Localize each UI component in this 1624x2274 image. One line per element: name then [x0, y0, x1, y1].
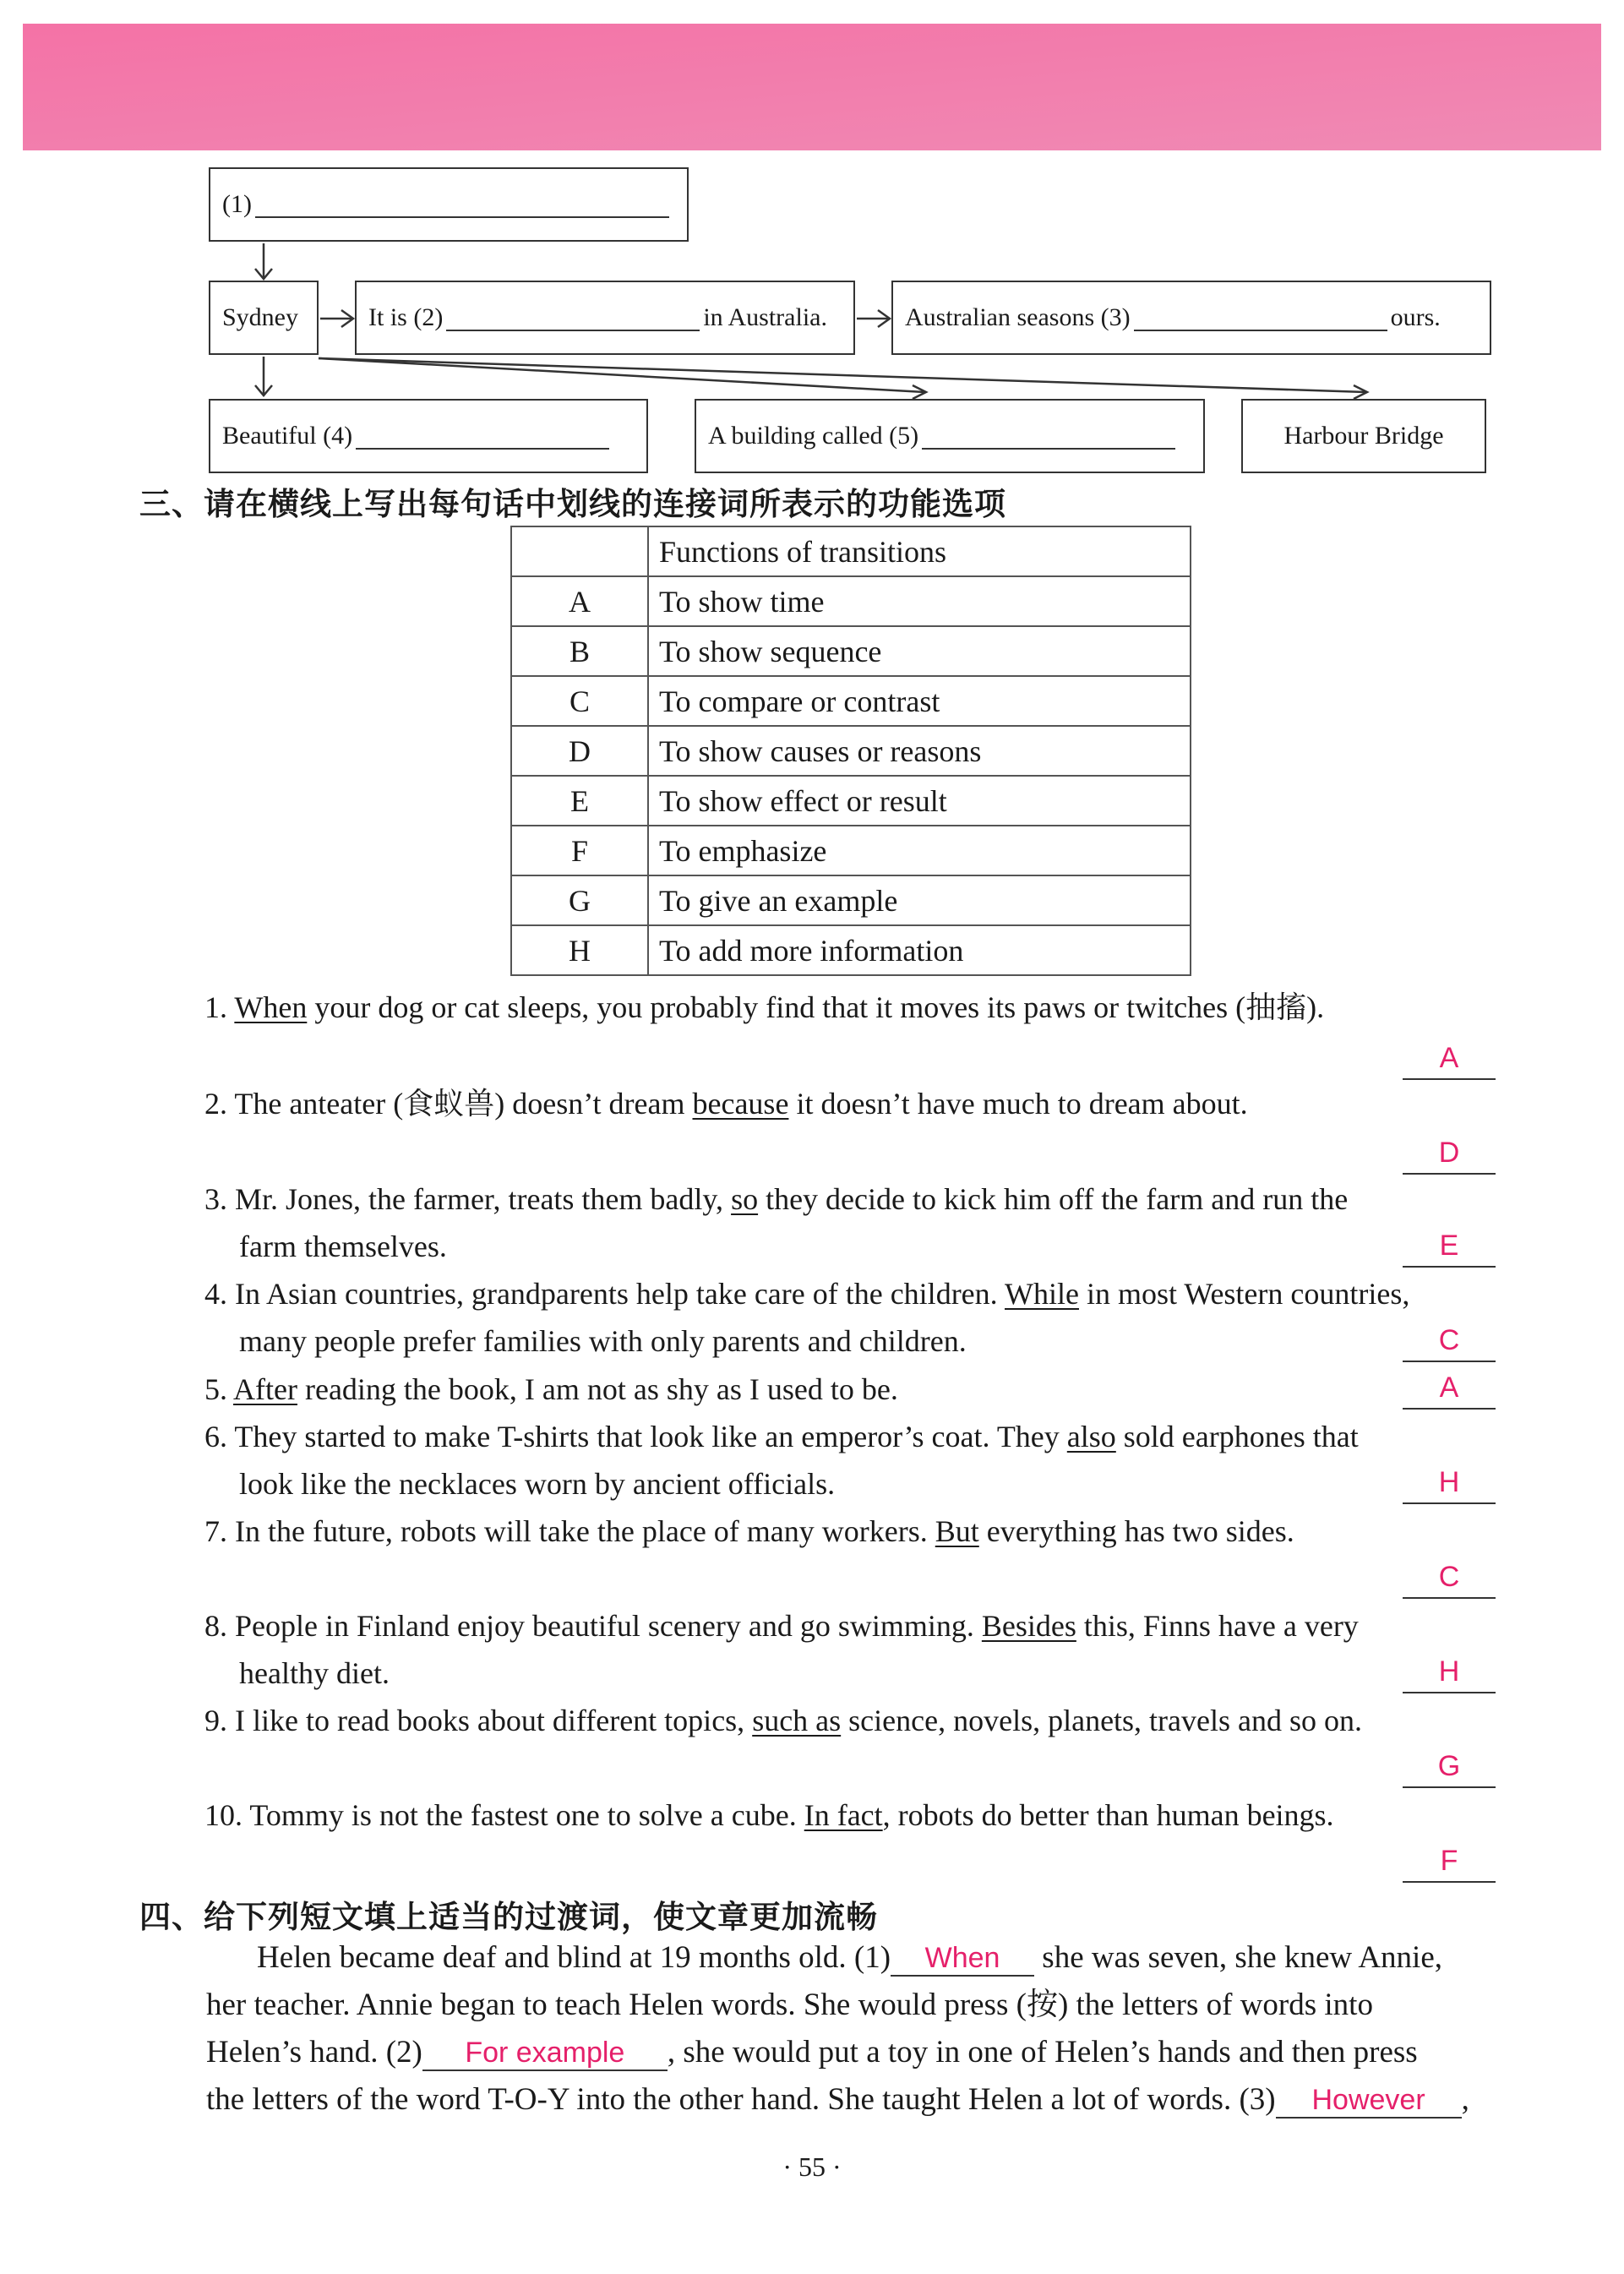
- transition-word: When: [234, 990, 308, 1024]
- diagram-box-harbour: Harbour Bridge: [1241, 399, 1486, 473]
- table-row: G To give an example: [511, 875, 1191, 925]
- fill-blank-3: However: [1276, 2083, 1462, 2119]
- diagram-box-sydney: Sydney: [209, 281, 319, 355]
- answer-7: C: [1403, 1560, 1496, 1599]
- diagram-box-seasons: Australian seasons (3) ours.: [891, 281, 1491, 355]
- answer-3: E: [1403, 1229, 1496, 1268]
- transition-word: After: [233, 1372, 297, 1406]
- question-2: 2. The anteater (食蚁兽) doesn’t dream because it doesn’t have much to dream about.: [204, 1087, 1248, 1121]
- diagram-arrows: [0, 0, 1624, 507]
- answer-1: A: [1403, 1041, 1496, 1080]
- answer-8: H: [1403, 1655, 1496, 1693]
- transition-word: But: [935, 1514, 979, 1548]
- answer-9: G: [1403, 1749, 1496, 1788]
- passage-line-2: her teacher. Annie began to teach Helen words. She would press (按) the letters of words into: [206, 1988, 1373, 2022]
- table-row: F To emphasize: [511, 826, 1191, 875]
- fill-blank-1: When: [891, 1941, 1034, 1977]
- question-4: 4. In Asian countries, grandparents help take care of the children. While in most Western countries, many people prefer families with only parents and children.: [204, 1277, 1410, 1358]
- table-row: B To show sequence: [511, 626, 1191, 676]
- table-row: C To compare or contrast: [511, 676, 1191, 726]
- question-1: 1. When your dog or cat sleeps, you probably find that it moves its paws or twitches (抽搐).: [204, 990, 1325, 1024]
- diagram-box-1: (1): [209, 167, 689, 242]
- question-8: 8. People in Finland enjoy beautiful scenery and go swimming. Besides this, Finns have a very healthy diet.: [204, 1609, 1359, 1690]
- question-7: 7. In the future, robots will take the place of many workers. But everything has two sides.: [204, 1514, 1294, 1548]
- transition-word: also: [1066, 1420, 1116, 1453]
- transition-word: because: [692, 1087, 789, 1121]
- transition-word: In fact: [804, 1798, 883, 1832]
- fill-blank-2: For example: [422, 2036, 668, 2071]
- passage-line-4: the letters of the word T-O-Y into the other hand. She taught Helen a lot of words. (3) However ,: [206, 2082, 1469, 2117]
- diagram-box-beautiful: Beautiful (4): [209, 399, 648, 473]
- section4-heading: 四、给下列短文填上适当的过渡词，使文章更加流畅: [139, 1899, 878, 1935]
- diagram-box-building: A building called (5): [695, 399, 1205, 473]
- question-3: 3. Mr. Jones, the farmer, treats them badly, so they decide to kick him off the farm and run the farm themselves.: [204, 1182, 1349, 1263]
- page-number: · 55 ·: [782, 2151, 842, 2182]
- answer-4: C: [1403, 1323, 1496, 1362]
- question-5: 5. After reading the book, I am not as shy as I used to be.: [204, 1372, 898, 1406]
- table-row: H To add more information: [511, 925, 1191, 975]
- table-header: Functions of transitions: [648, 526, 1191, 576]
- answer-2: D: [1403, 1136, 1496, 1175]
- transition-word: Besides: [981, 1609, 1076, 1643]
- passage-line-3: Helen’s hand. (2) For example , she would put a toy in one of Helen’s hands and then press: [206, 2035, 1418, 2070]
- passage-line-1: Helen became deaf and blind at 19 months old. (1) When she was seven, she knew Annie,: [257, 1940, 1442, 1975]
- transition-word: so: [731, 1182, 759, 1216]
- question-9: 9. I like to read books about different topics, such as science, novels, planets, travels and so on.: [204, 1704, 1363, 1737]
- table-row: E To show effect or result: [511, 776, 1191, 826]
- diagram-box-it-is: It is (2) in Australia.: [355, 281, 855, 355]
- table-header-row: [511, 526, 1191, 576]
- question-6: 6. They started to make T-shirts that look like an emperor’s coat. They also sold earphones that look like the necklaces worn by ancient officials.: [204, 1420, 1359, 1501]
- functions-table: [510, 526, 1191, 976]
- transition-word: such as: [752, 1704, 842, 1737]
- question-10: 10. Tommy is not the fastest one to solve a cube. In fact, robots do better than human beings.: [204, 1798, 1334, 1832]
- answer-10: F: [1403, 1844, 1496, 1883]
- answer-5: A: [1403, 1371, 1496, 1410]
- table-row: D To show causes or reasons: [511, 726, 1191, 776]
- transition-word: While: [1005, 1277, 1079, 1311]
- answer-6: H: [1403, 1465, 1496, 1504]
- section3-heading: 三、请在横线上写出每句话中划线的连接词所表示的功能选项: [139, 486, 1006, 522]
- table-row: A To show time: [511, 576, 1191, 626]
